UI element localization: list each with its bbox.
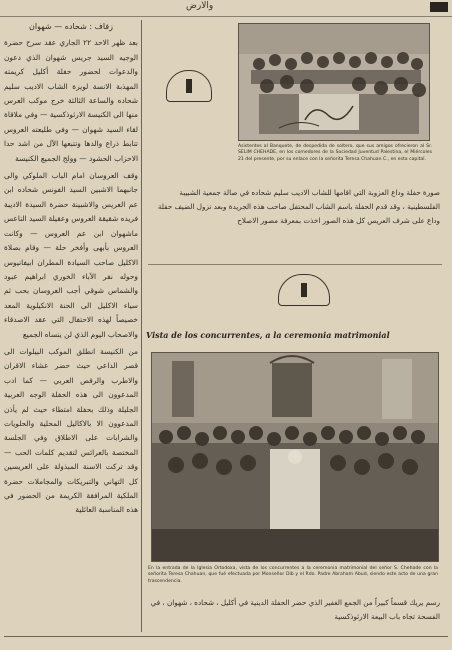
masthead-logo-mark (430, 2, 448, 12)
ceremony-caption-arabic: رسم يريك قسماً كبيراً من الجمع الغفير الذي حضر الحفلة الدينية في أكليل ، شحاده ، شهوان ، في الفسحة تجاه باب البيعة الارثوذكسية (150, 598, 440, 621)
photo-column-right (146, 20, 446, 632)
banquet-caption-spanish: Asistentes al Banquete, de despedida de soltero, que sus amigos ofrecieron al Sr. SELIM CHEHADE, en los comedores de la Sociedad Juventud Palestina, el Miércoles 21 del presente, por su enlace con la señorita Teresa Chahuan C., en esta capital. (238, 144, 432, 162)
section-divider (148, 264, 442, 265)
banquet-caption-arabic: صورة حفلة وداع العزوبة التي اقامها للشاب الاديب سليم شحاده في صالة جمعية الشبيبة الفلسطينية ، وقد قدم الحفلة باسم الشاب المحتفل صاحب هذه الجريدة وبعد نزول الضيف حفلة وداع على شرف العريس كل هذه الصور اخذت بمعرفة مصور الاصلاح (157, 188, 440, 225)
ceremony-photo-image (152, 353, 438, 561)
column-divider (141, 20, 142, 632)
decorative-ornament-icon (166, 70, 212, 102)
article-paragraph: من الكنيسة انطلق الموكب البيلوات الى قصر الداعي حيث حضر عشاء الاقران والاطرب والرقص العربي — كما ادب المدعوون الى هذه الحفلة الوجه العربية الجليلة وذلك بحفلة امتطاء حيث لم يأذن المدعوون الا بالاكاليل المحلية والحلويات والشرابات على الاطلاق وفي الجلسة المختصة بالعرائس لتقديم كلمات الحب — وقد تركت الاسنة المبذولة على العريسين كل التهاني والتبريكات والمجاملات حضرة الملكية المرافقة الكريمة من الحضور في هذه المناسبة العائلية (4, 346, 138, 515)
masthead (0, 0, 452, 17)
masthead-title: والارض (186, 1, 214, 11)
page-bottom-rule (4, 636, 448, 637)
ceremony-photo (151, 352, 439, 562)
decorative-ornament-icon (278, 274, 330, 306)
article-column-left (4, 20, 138, 635)
ceremony-caption-spanish: En la entrada de la Iglesia Ortodoxa, vista de los concurrentes a la ceremonia matrimonial del señor S. Chehade con la señorita Teresa Chahuan, que fué efectuada por Monseñor Dib y el Rdo. Padre Abraham Abud, siendo este acto de una gran trascendencia. (148, 566, 438, 584)
ceremony-heading-spanish: Vista de los concurrentes, a la ceremonia matrimonial (146, 330, 390, 340)
article-heading: زفاف : شحاده — شهوان (29, 22, 113, 31)
banquet-photo (238, 23, 430, 141)
article-paragraph: بعد ظهر الاحد ٢٢ الجاري عقد سرح حضرة الوجيه السيد جريس شهوان الذي دعون والدعوات لحضور حفلة أكليل كريمته المهذبة الانسة لويزة الشاب الاديب سليم شحاده والساعة الثالثة خرج موكب العرس منها الى الكنيسة الارثوذكسية — وفي ملاقاة لقاء السيد شهوان — وفي طليعته العروس تتابط ذراع والدها وتتبعها الآل من اشد حدا الاحزاب الحشود — وولج الجميع الكنيسة (4, 38, 138, 163)
article-paragraph: وقف العروسان امام الباب الملوكي والى جانبهما الاشبين السيد الفونس شحاده ابن عم العريس والاشبينة حضرة السيدة الاديبة فريده شقيقة العروس وعقيلة السيد الناعس ماشهوان ابن عم العروس — وكانت العروس بأبهى وأفخر حلة — وقام بصلاة الاكليل صاحب السيادة المطران ابيفانيوس وحوله نفر الآباء الخوري ابراهيم عبود والشماس شوقي أجب العروسان بحب ثم سياء الاكليل الى الحنة الانكيلوية المعد خصيصاً لهذه الاحتفال التي عقد الاصدقاء والاصحاب اليوم الذي لن ينساه الجميع (4, 171, 138, 339)
banquet-photo-image (239, 24, 429, 140)
